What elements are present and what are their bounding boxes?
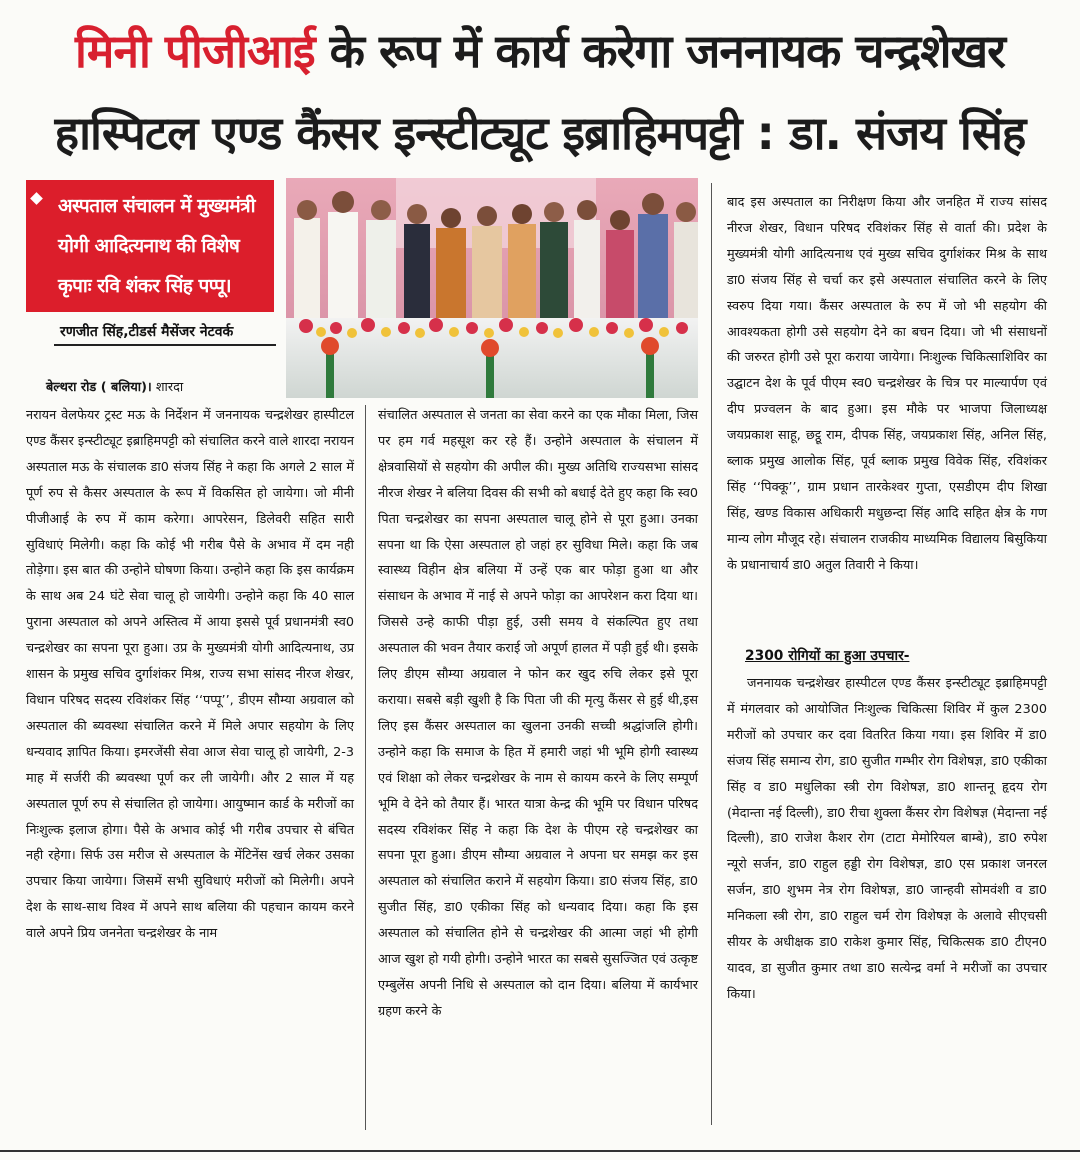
dateline-place: बेल्थरा रोड ( बलिया)। — [46, 380, 152, 395]
byline: रणजीत सिंह,टीडर्स मैसेंजर नेटवर्क — [60, 324, 234, 340]
section-subheading: 2300 रोगियों का हुआ उपचार- — [745, 648, 910, 664]
highlight-box — [26, 180, 274, 312]
article-column-1: नरायन वेलफेयर ट्रस्ट मऊ के निर्देशन में जननायक चन्द्रशेखर हास्पीटल एण्ड कैंसर इन्स्टीट्यूट इब्राहिमपट्टी को संचालित करने वाले शारदा नरायन अस्पताल मऊ के संचालक डा0 संजय सिंह ने कहा कि अगले 2 साल में पूर्ण रुप से कैसर अस्पताल के रूप में विकसित हो जायेगा। जो मीनी पीजीआई के रुप में काम करेगा। आपरेसन, डिलेवरी सहित सारी सुविधाएं मिलेगी। कहा कि कोई भी गरीब पैसे के अभाव में दम नही तोड़ेगा। इस बात की उन्होने घोषणा किया। उन्होने कहा कि इस कार्यक्रम के साथ अब 24 घंटे सेवा चालू हो जायेगी। उन्होने कहा कि 40 साल पुराना अस्पताल को अपने अस्तित्व में आया इससे पूर्व प्रधानमंत्री स्व0 चन्द्रशेखर का सपना पूरा हुआ। उप्र के मुख्यमंत्री योगी आदित्यनाथ, उप्र शासन के प्रमुख सचिव दुर्गाशंकर मिश्र, राज्य सभा सांसद नीरज शेखर, विधान परिषद सदस्य रविशंकर सिंह ‘‘पप्पू’’, डीएम सौम्या अग्रवाल को अस्पताल की ब्यवस्था संचालित करने में मिले अपार सहयोग के लिए धन्यवाद ज्ञापित किया। इमरजेंसी सेवा आज सेवा चालू हो जायेगी, 2-3 माह में सर्जरी की ब्यवस्था पूर्ण कर ली जायेगी। और 2 साल में यह अस्पताल पूर्ण रुप से संचालित हो जायेगा। आयुष्मान कार्ड के मरीजों का निःशुल्क इलाज होगा। पैसे के अभाव कोई भी गरीब उपचार से बंचित नही रहेगा। सिर्फ उस मरीज से अस्पताल के मेंटिनेंस खर्च लेकर उसका उपचार किया जायेगा। जिसमें सभी सुविधाएं मरीजों को मिलेगी। अपने देश के साथ-साथ विश्व में अपने साथ बलिया की पहचान कायम करने वाले अपने प्रिय जननेता चन्द्रशेखर के नाम — [26, 408, 354, 942]
headline-highlight: मिनी पीजीआई — [75, 24, 315, 78]
column-divider — [711, 183, 712, 1125]
bullet-diamond-icon — [30, 192, 43, 205]
headline-line-1 — [0, 22, 1080, 80]
event-photo — [286, 178, 698, 398]
dateline-lead: शारदा — [151, 380, 184, 395]
headline-line-2: हास्पिटल एण्ड कैंसर इन्स्टीट्यूट इब्राहिमपट्टी : डा. संजय सिंह — [54, 106, 1026, 160]
article-column-2: संचालित अस्पताल से जनता का सेवा करने का एक मौका मिला, जिस पर हम गर्व महसूश कर रहे हैं। उन्होने अस्पताल के संचालन में क्षेत्रवासियों से सहयोग की अपील की। मुख्य अतिथि राज्यसभा सांसद नीरज शेखर ने बलिया दिवस की सभी को बधाई देते हुए कहा कि स्व0 पिता चन्द्रशेखर का सपना अस्पताल चालू होने से पूरा हुआ। उनका सपना था कि ऐसा अस्पताल हो जहां हर सुविधा मिले। कहा कि जब स्वास्थ्य विहीन क्षेत्र बलिया में उन्हें एक बार फोड़ा हुआ था और संसाधन के अभाव में नाई से अपने फोड़ा का आपरेशन करा दिया था। जिससे उन्हे काफी पीड़ा हुई, उसी समय वे संकल्पित हुए तथा अस्पताल की भवन तैयार कराई जो अपूर्ण हालत में पड़ी हुई थी। इसके लिए डीएम सौम्या अग्रवाल ने फोन कर खुद रुचि लेकर इसे पूरा कराया। सबसे बड़ी खुशी है कि पिता जी की मृत्यु कैंसर से हुई थी,इस लिए इस कैंसर अस्पताल का खुलना उनकी सच्ची श्रद्धांजलि होगी। उन्होने कहा कि समाज के हित में हमारी जहां भी भूमि होगी स्वास्थ्य एवं शिक्षा को लेकर चन्द्रशेखर के नाम से कायम करने के लिए सम्पूर्ण भूमि वे देने को तैयार हैं। भारत यात्रा केन्द्र की भूमि पर विधान परिषद सदस्य रविशंकर सिंह ने कहा कि देश के पीएम रहे चन्द्रशेखर का सपना पूरा हुआ। डीएम सौम्या अग्रवाल ने अपना घर समझ कर इस अस्पताल को संचालित कराने में सहयोग किया। डा0 संजय सिंह, डा0 सुजीत सिंह, डा0 एकीका सिंह को धन्यवाद दिया। कहा कि इस अस्पताल को संचालित होने से चन्द्रशेखर की आत्मा जहां भी होगी आज खुश हो गयी होगी। उन्होने भारत का सबसे सुसज्जित एवं उत्कृष्ट एम्बुलेंस अपनी निधि से अस्पताल को दान दिया। बलिया में कार्यभार ग्रहण करने के — [378, 408, 698, 1019]
column-divider — [365, 405, 366, 1130]
byline-underline — [54, 344, 276, 346]
dateline — [46, 375, 288, 401]
highlight-text: अस्पताल संचालन में मुख्यमंत्री योगी आदित्यनाथ की विशेष कृपाः रवि शंकर सिंह पप्पू। — [58, 195, 256, 297]
headline-rest: के रूप में कार्य करेगा जननायक चन्द्रशेखर — [314, 24, 1005, 78]
article-column-3-continued: जननायक चन्द्रशेखर हास्पीटल एण्ड कैंसर इन्स्टीट्यूट इब्राहिमपट्टी में मंगलवार को आयोजित निःशुल्क चिकित्सा शिविर में कुल 2300 मरीजों को उपचार कर दवा वितरित किया गया। इस शिविर में डा0 संजय सिंह समान्य रोग, डा0 सुजीत गम्भीर रोग विशेषज्ञ, डा0 एकीका सिंह व डा0 मधुलिका स्त्री रोग विशेषज्ञ, डा0 शान्तनू हृदय रोग (मेदान्ता नई दिल्ली), डा0 रीचा शुक्ला कैंसर रोग विशेषज्ञ (मेदान्ता नई दिल्ली), डा0 राजेश कैशर रोग (टाटा मेमोरियल बाम्बे), डा0 रुपेश न्यूरो सर्जन, डा0 राहुल हड्डी रोग विशेषज्ञ, डा0 एस प्रकाश जनरल सर्जन, डा0 शुभम नेत्र रोग विशेषज्ञ, डा0 जान्हवी सोमवंशी व डा0 मनिकला स्त्री रोग, डा0 राहुल चर्म रोग विशेषज्ञ के अलावे सीएचसी सीयर के अधीक्षक डा0 राकेश कुमार सिंह, चिकित्सक डा0 टीएन0 यादव, डा सुजीत कुमार तथा डा0 सत्येन्द्र वर्मा ने मरीजों का उपचार किया। — [727, 676, 1047, 1002]
page-bottom-rule — [0, 1150, 1080, 1152]
article-column-3: बाद इस अस्पताल का निरीक्षण किया और जनहित में राज्य सांसद नीरज शेखर, विधान परिषद रविशंकर सिंह से वार्ता की। प्रदेश के मुख्यमंत्री योगी आदित्यनाथ एवं मुख्य सचिव दुर्गाशंकर मिश्र के साथ डा0 संजय सिंह से चर्चा कर इसे अस्पताल संचालित करने के लिए स्वरुप दिया गया। कैंसर अस्पताल के रुप में जो भी सहयोग की आवश्यकता होगी उसे सहयोग देने का बचन दिया। जो भी संसाधनों की जरुरत होगी उसे पूरा कराया जायेगा। निःशुल्क चिकित्साशिविर का उद्घाटन देश के पूर्व पीएम स्व0 चन्द्रशेखर के चित्र पर माल्यार्पण एवं दीप प्रज्वलन के बाद हुआ। इस मौके पर भाजपा जिलाध्यक्ष जयप्रकाश साहू, छट्ठू राम, दीपक सिंह, जयप्रकाश सिंह, अनिल सिंह, ब्लाक प्रमुख आलोक सिंह, पूर्व ब्लाक प्रमुख विवेक सिंह, रविशंकर सिंह ‘‘पिक्कू’’, ग्राम प्रधान तारकेश्वर गुप्ता, एसडीएम दीप शिखा सिंह, खण्ड विकास अधिकारी मधुछन्दा सिंह आदि सहित क्षेत्र के गण मान्य लोग मौजूद रहे। संचालन राजकीय माध्यमिक विद्यालय बिसुकिया के प्रधानाचार्य डा0 अतुल तिवारी ने किया। — [727, 195, 1047, 573]
